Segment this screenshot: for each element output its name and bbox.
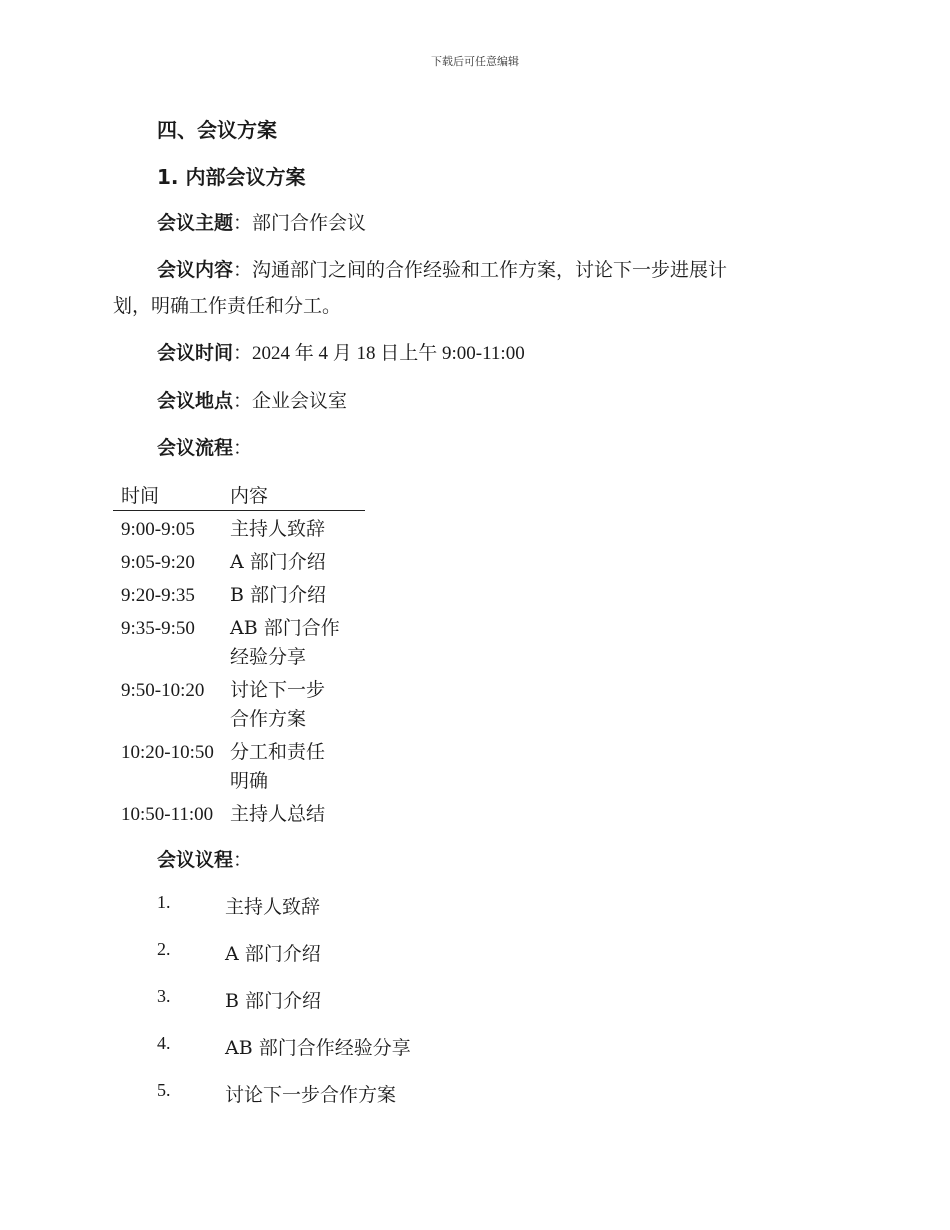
page-header: 下载后可任意编辑 [431, 55, 519, 68]
agenda-item-text: 讨论下一步合作方案 [225, 1084, 397, 1106]
content-line [157, 255, 727, 282]
time-value: 2024 年 4 月 18 日上午 9:00-11:00 [252, 343, 525, 364]
row-content-line: 主持人致辞 [230, 518, 326, 540]
row-content-line: 分工和责任 [230, 741, 326, 763]
location-value: 企业会议室 [252, 390, 348, 412]
topic-sep: ： [233, 212, 253, 234]
process-sep: ： [233, 437, 253, 459]
row-content [230, 581, 365, 610]
agenda-label: 会议议程 [157, 849, 234, 871]
agenda-line [157, 845, 252, 872]
header-time: 时间 [121, 485, 160, 507]
subsection-title: 1. 内部会议方案 [157, 165, 306, 189]
agenda-item-number: 3. [157, 986, 171, 1006]
row-time: 9:00-9:05 [121, 519, 195, 540]
agenda-sep: ： [233, 849, 253, 871]
row-content [230, 800, 365, 829]
content-value-line2: 划，明确工作责任和分工。 [113, 295, 342, 317]
topic-line [157, 208, 366, 235]
row-content-line: 明确 [230, 770, 269, 792]
header-content: 内容 [230, 485, 269, 507]
row-time: 9:35-9:50 [121, 618, 195, 639]
time-line [157, 338, 525, 365]
row-content [230, 548, 365, 577]
row-content-line: 合作方案 [230, 708, 307, 730]
location-sep: ： [233, 390, 253, 412]
row-content [230, 614, 365, 672]
agenda-item-number: 4. [157, 1033, 171, 1053]
row-content [230, 676, 365, 734]
agenda-item-number: 2. [157, 939, 171, 959]
process-line [157, 433, 252, 460]
row-content-line: AB 部门合作 [230, 617, 340, 639]
row-content [230, 515, 365, 544]
location-label: 会议地点 [157, 390, 234, 412]
agenda-item-text: B 部门介绍 [225, 990, 322, 1012]
table-row [113, 581, 365, 610]
topic-label: 会议主题 [157, 212, 234, 234]
agenda-item-text: AB 部门合作经验分享 [225, 1037, 411, 1059]
row-time: 10:20-10:50 [121, 742, 214, 763]
row-content-line: 主持人总结 [230, 803, 326, 825]
agenda-item-number: 5. [157, 1080, 171, 1100]
row-content-line: 经验分享 [230, 646, 307, 668]
table-row [113, 800, 365, 829]
row-content [230, 738, 365, 796]
table-row [113, 515, 365, 544]
row-content-line: A 部门介绍 [230, 551, 326, 573]
row-content-line: B 部门介绍 [230, 584, 327, 606]
table-header [113, 482, 365, 511]
agenda-item-text: A 部门介绍 [225, 943, 321, 965]
row-time: 9:05-9:20 [121, 552, 195, 573]
table-row [113, 548, 365, 577]
table-row [113, 738, 365, 796]
time-label: 会议时间 [157, 342, 234, 364]
content-sep: ： [233, 259, 253, 281]
table-body [113, 515, 365, 829]
row-time: 10:50-11:00 [121, 804, 214, 825]
section-title: 四、会议方案 [157, 118, 277, 142]
time-sep: ： [233, 342, 253, 364]
table-row [113, 676, 365, 734]
process-label: 会议流程 [157, 437, 234, 459]
agenda-item-text: 主持人致辞 [225, 896, 321, 918]
content-value-line1: 沟通部门之间的合作经验和工作方案，讨论下一步进展计 [252, 259, 728, 281]
row-time: 9:20-9:35 [121, 585, 195, 606]
location-line [157, 386, 347, 413]
schedule-table [113, 482, 365, 829]
topic-value: 部门合作会议 [252, 212, 367, 234]
row-time: 9:50-10:20 [121, 680, 205, 701]
row-content-line: 讨论下一步 [230, 679, 326, 701]
agenda-item-number: 1. [157, 892, 171, 912]
table-row [113, 614, 365, 672]
content-label: 会议内容 [157, 259, 234, 281]
